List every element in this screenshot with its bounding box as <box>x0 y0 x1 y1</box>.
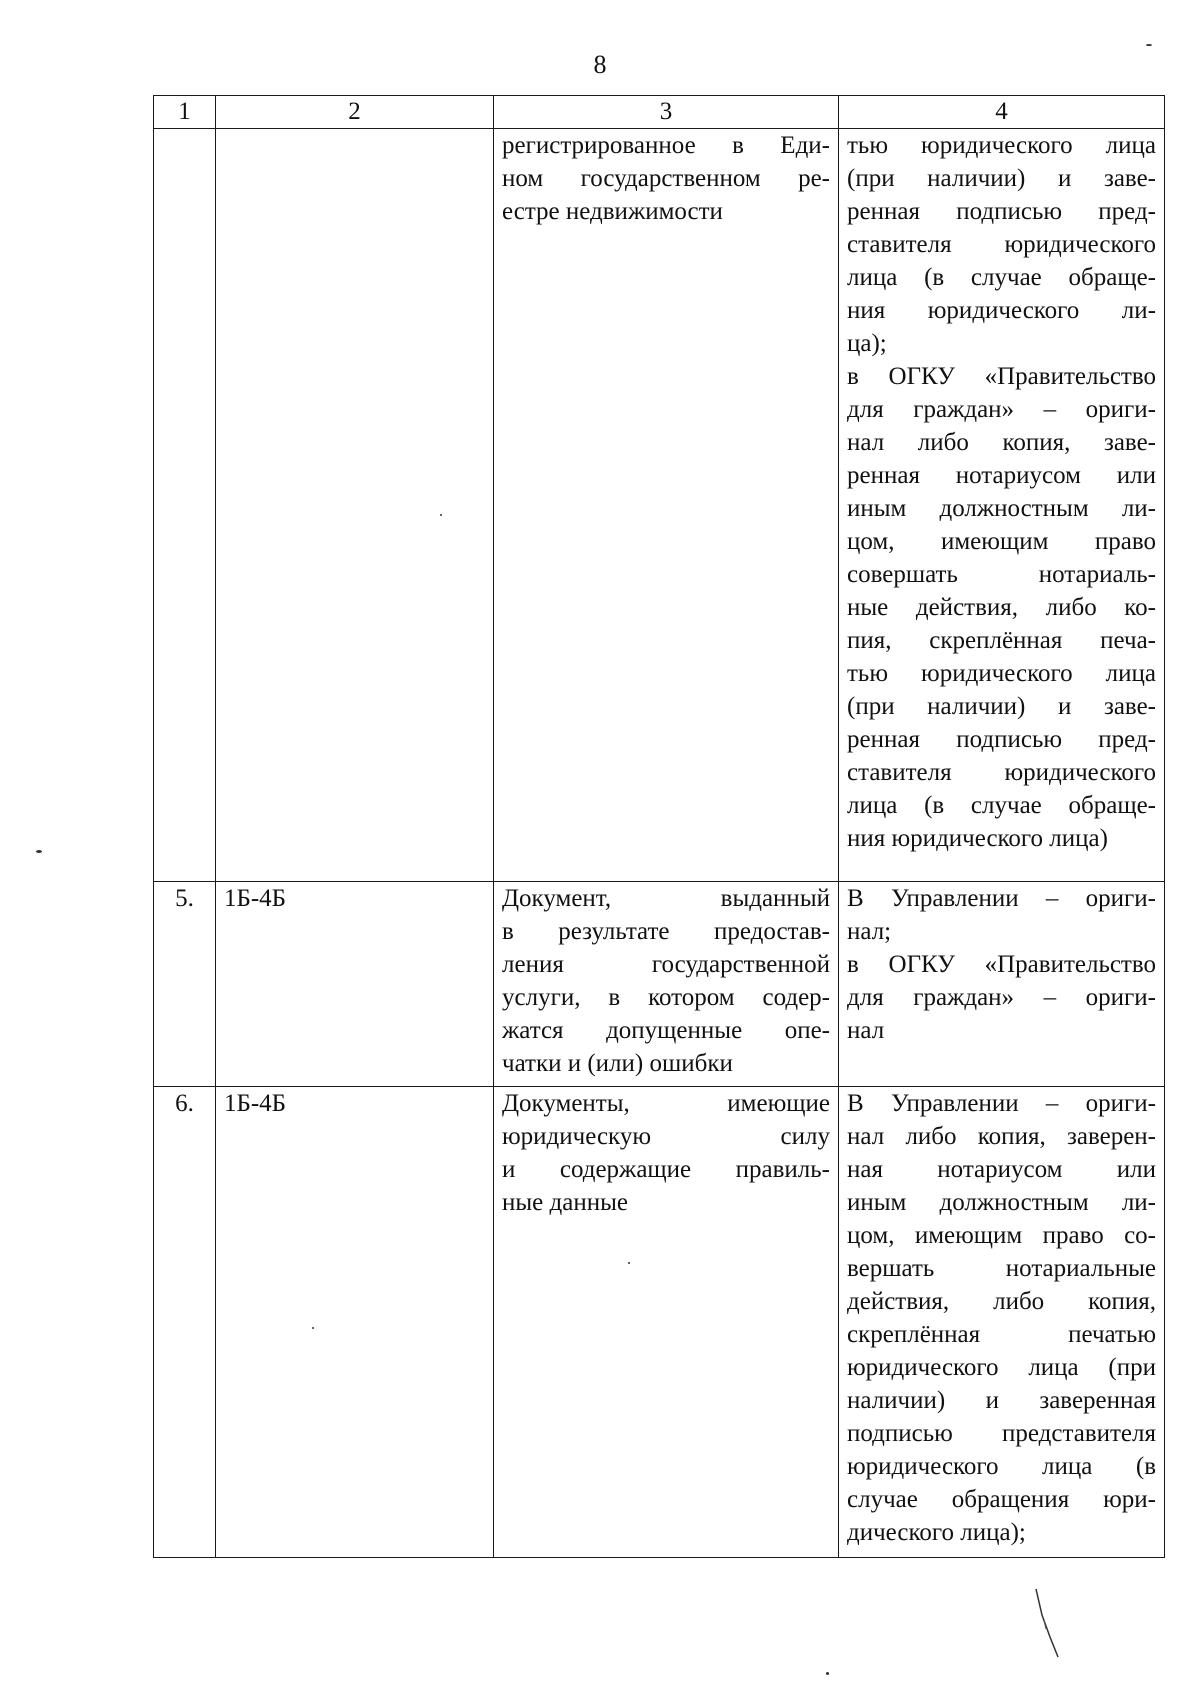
cell-text-line: действия, либо копия, <box>847 1288 1156 1315</box>
cell-text-line: Документ, выданный <box>502 885 830 912</box>
cell-text-line: ления государственной <box>502 951 830 978</box>
row-form-cell <box>839 882 1165 1087</box>
cell-text-line: ния юридического лица) <box>847 825 1108 852</box>
cell-text-line: иным должностным ли- <box>847 1189 1156 1216</box>
row-form-cell <box>839 1087 1165 1558</box>
cell-text-line: услуги, в котором содер- <box>502 984 830 1011</box>
cell-text-line: в результате предостав- <box>502 918 830 945</box>
scan-speck <box>440 514 442 516</box>
cell-text-line: (при наличии) и заве- <box>847 165 1156 192</box>
cell-text-line: тью юридического лица <box>847 132 1156 159</box>
pen-mark <box>1032 1585 1072 1665</box>
scan-speck <box>1146 44 1152 46</box>
cell-text-line: скреплённая печатью <box>847 1321 1156 1348</box>
scan-speck <box>826 1672 829 1675</box>
table-row <box>154 129 1165 882</box>
cell-text-line: нал; <box>847 918 892 945</box>
cell-text-line: юридическую силу <box>502 1123 830 1150</box>
scan-speck <box>312 1327 314 1329</box>
cell-text-line: цом, имеющим право <box>847 528 1156 555</box>
cell-text-line: юридического лица (при <box>847 1354 1156 1381</box>
column-header-form: 4 <box>839 96 1165 129</box>
scan-speck <box>628 1262 630 1264</box>
cell-text-line: нал <box>847 1017 885 1044</box>
cell-text-line: нал либо копия, заве- <box>847 429 1156 456</box>
row-code-cell: 1Б-4Б <box>216 882 494 1087</box>
cell-text-line: ставителя юридического <box>847 231 1156 258</box>
cell-text-line: ния юридического ли- <box>847 297 1156 324</box>
cell-text-line: для граждан» – ориги- <box>847 396 1156 423</box>
row-form-cell <box>839 129 1165 882</box>
cell-text-line: иным должностным ли- <box>847 495 1156 522</box>
cell-text-line: вершать нотариальные <box>847 1255 1156 1282</box>
cell-text-line: жатся допущенные опе- <box>502 1017 830 1044</box>
row-document-cell <box>494 882 839 1087</box>
row-document-cell <box>494 129 839 882</box>
cell-text-line: ная нотариусом или <box>847 1156 1156 1183</box>
cell-text-line: тью юридического лица <box>847 660 1156 687</box>
cell-text-line: пия, скреплённая печа- <box>847 627 1156 654</box>
row-code-cell: 1Б-4Б <box>216 1087 494 1558</box>
cell-text-line: ные данные <box>502 1189 628 1216</box>
cell-text-line: цом, имеющим право со- <box>847 1222 1156 1249</box>
cell-text-line: естре недвижимости <box>502 198 723 225</box>
scan-speck <box>36 850 42 853</box>
cell-text-line: В Управлении – ориги- <box>847 1090 1156 1117</box>
row-code-cell <box>216 129 494 882</box>
row-number-cell: 5. <box>154 882 216 1087</box>
cell-text-line: подписью представителя <box>847 1420 1156 1447</box>
cell-text-line: и содержащие правиль- <box>502 1156 830 1183</box>
row-number-cell: 6. <box>154 1087 216 1558</box>
cell-text-line: нал либо копия, заверен- <box>847 1123 1156 1150</box>
cell-text-line: ца); <box>847 330 887 357</box>
row-document-cell <box>494 1087 839 1558</box>
table-row <box>154 1087 1165 1558</box>
cell-text-line: ном государственном ре- <box>502 165 830 192</box>
cell-text-line: Документы, имеющие <box>502 1090 830 1117</box>
cell-text-line: регистрированное в Еди- <box>502 132 830 159</box>
cell-text-line: в ОГКУ «Правительство <box>847 363 1156 390</box>
column-header-document: 3 <box>494 96 839 129</box>
cell-text-line: в ОГКУ «Правительство <box>847 951 1156 978</box>
cell-text-line: совершать нотариаль- <box>847 561 1156 588</box>
column-header-code: 2 <box>216 96 494 129</box>
column-header-number: 1 <box>154 96 216 129</box>
cell-text-line: для граждан» – ориги- <box>847 984 1156 1011</box>
page-number: 8 <box>593 50 607 79</box>
cell-text-line: ные действия, либо ко- <box>847 594 1156 621</box>
cell-text-line: дического лица); <box>847 1519 1026 1546</box>
row-number-cell <box>154 129 216 882</box>
document-table <box>153 95 1165 1558</box>
cell-text-line: ренная нотариусом или <box>847 462 1156 489</box>
cell-text-line: наличии) и заверенная <box>847 1387 1156 1414</box>
cell-text-line: ренная подписью пред- <box>847 726 1156 753</box>
cell-text-line: (при наличии) и заве- <box>847 693 1156 720</box>
cell-text-line: лица (в случае обраще- <box>847 792 1156 819</box>
table-row <box>154 882 1165 1087</box>
cell-text-line: В Управлении – ориги- <box>847 885 1156 912</box>
cell-text-line: лица (в случае обраще- <box>847 264 1156 291</box>
cell-text-line: чатки и (или) ошибки <box>502 1050 733 1077</box>
table-header-row <box>154 96 1165 129</box>
cell-text-line: ставителя юридического <box>847 759 1156 786</box>
cell-text-line: случае обращения юри- <box>847 1486 1156 1513</box>
cell-text-line: юридического лица (в <box>847 1453 1156 1480</box>
cell-text-line: ренная подписью пред- <box>847 198 1156 225</box>
